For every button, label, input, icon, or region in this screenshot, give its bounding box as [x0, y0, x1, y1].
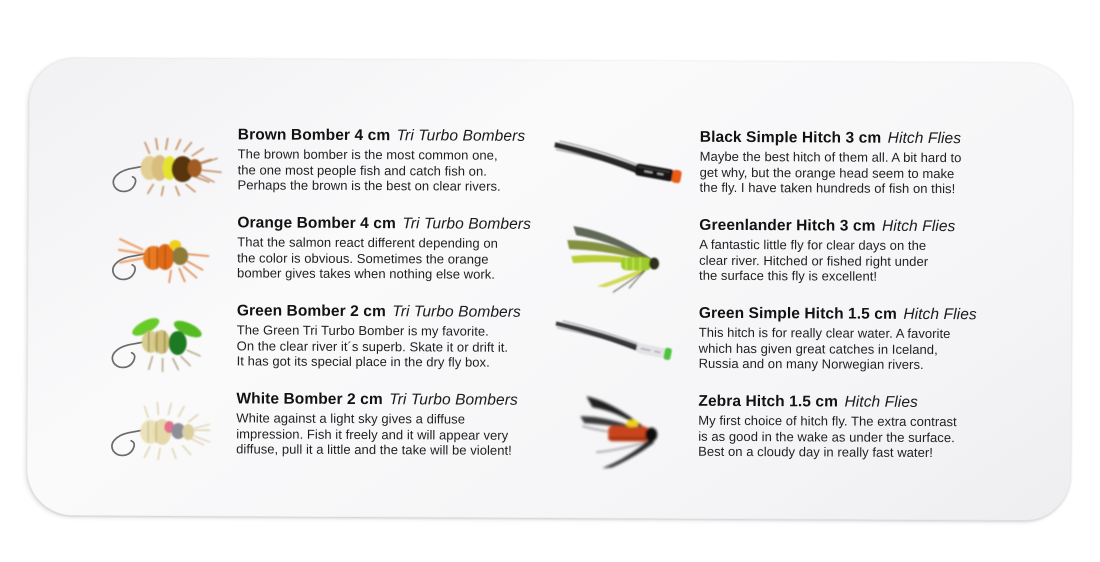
white-bomber-fly-image [82, 390, 232, 471]
entry-black-simple-hitch [545, 124, 1007, 214]
fly-description: The brown bomber is the most common one, the one most people fish and catch fish on. Perhaps the brown is the best on clear rivers. [237, 146, 501, 194]
fly-series: Tri Turbo Bombers [389, 391, 518, 409]
fly-description: My first choice of hitch fly. The extra contrast is as good in the wake as under the surface. Best on a cloudy day in really fast water! [698, 412, 957, 461]
fly-name: Brown Bomber 4 cm [237, 126, 391, 145]
fly-title [698, 393, 956, 412]
fly-description: That the salmon react different depending on the color is obvious. Sometimes the orange bomber gives takes when nothing else work. [237, 234, 498, 282]
fly-text-block [698, 389, 957, 461]
fly-name: Green Bomber 2 cm [236, 302, 386, 321]
entry-greenlander-hitch [545, 212, 1007, 302]
fly-name: Zebra Hitch 1.5 cm [698, 392, 839, 411]
fly-title [237, 302, 521, 321]
fly-series: Hitch Flies [844, 393, 918, 411]
fly-title [699, 305, 977, 324]
fly-title [238, 126, 526, 146]
fly-text-block [699, 301, 977, 373]
black-simple-hitch-fly-image [545, 128, 695, 209]
zebra-hitch-fly-image [544, 392, 694, 473]
fly-series: Hitch Flies [887, 129, 962, 148]
fly-series: Hitch Flies [881, 217, 956, 236]
green-simple-hitch-fly-image [545, 304, 695, 385]
entry-brown-bomber [83, 122, 545, 212]
fly-name: Green Simple Hitch 1.5 cm [698, 304, 897, 323]
hitch-flies-column [544, 124, 1008, 478]
orange-bomber-fly-image [83, 214, 233, 295]
fly-guide-card [27, 57, 1073, 520]
fly-series: Tri Turbo Bombers [396, 127, 526, 145]
fly-title [700, 129, 962, 148]
fly-text-block [237, 210, 531, 282]
card-content [27, 57, 1073, 478]
entry-green-bomber [82, 298, 544, 388]
fly-text-block [237, 298, 521, 370]
greenlander-hitch-fly-image [545, 216, 695, 297]
fly-name: White Bomber 2 cm [236, 390, 383, 409]
fly-series: Tri Turbo Bombers [392, 303, 521, 321]
entry-orange-bomber [83, 210, 545, 300]
entry-green-simple-hitch [544, 300, 1006, 390]
fly-description: The Green Tri Turbo Bomber is my favorite. On the clear river it´s superb. Skate it or drift it. It has got its special place in the dry fly box. [236, 322, 509, 370]
fly-description: A fantastic little fly for clear days on the clear river. Hitched or fished right under the surface this fly is excellent! [699, 236, 929, 284]
entry-white-bomber [82, 386, 544, 476]
fly-title [699, 217, 955, 236]
green-bomber-fly-image [83, 302, 233, 383]
fly-name: Black Simple Hitch 3 cm [699, 128, 882, 147]
fly-title [237, 214, 531, 234]
fly-text-block [699, 213, 955, 285]
fly-name: Orange Bomber 4 cm [237, 214, 396, 233]
brown-bomber-fly-image [83, 126, 233, 207]
fly-text-block [237, 122, 525, 194]
entry-zebra-hitch [544, 388, 1006, 478]
fly-description: White against a light sky gives a diffuse impression. Fish it freely and it will appear very diffuse, pull it a little and the take will be violent! [236, 410, 512, 458]
fly-name: Greenlander Hitch 3 cm [699, 216, 876, 235]
fly-series: Tri Turbo Bombers [402, 215, 531, 233]
fly-text-block [699, 125, 961, 197]
fly-text-block [236, 386, 518, 458]
fly-series: Hitch Flies [903, 305, 977, 324]
fly-description: This hitch is for really clear water. A favorite which has given great catches in Iceland, Russia and on many Norwegian rivers. [698, 324, 951, 373]
fly-title [236, 390, 518, 409]
bombers-column [82, 122, 546, 476]
fly-description: Maybe the best hitch of them all. A bit hard to get why, but the orange head seem to make the fly. I have taken hundreds of fish on this! [699, 148, 962, 197]
